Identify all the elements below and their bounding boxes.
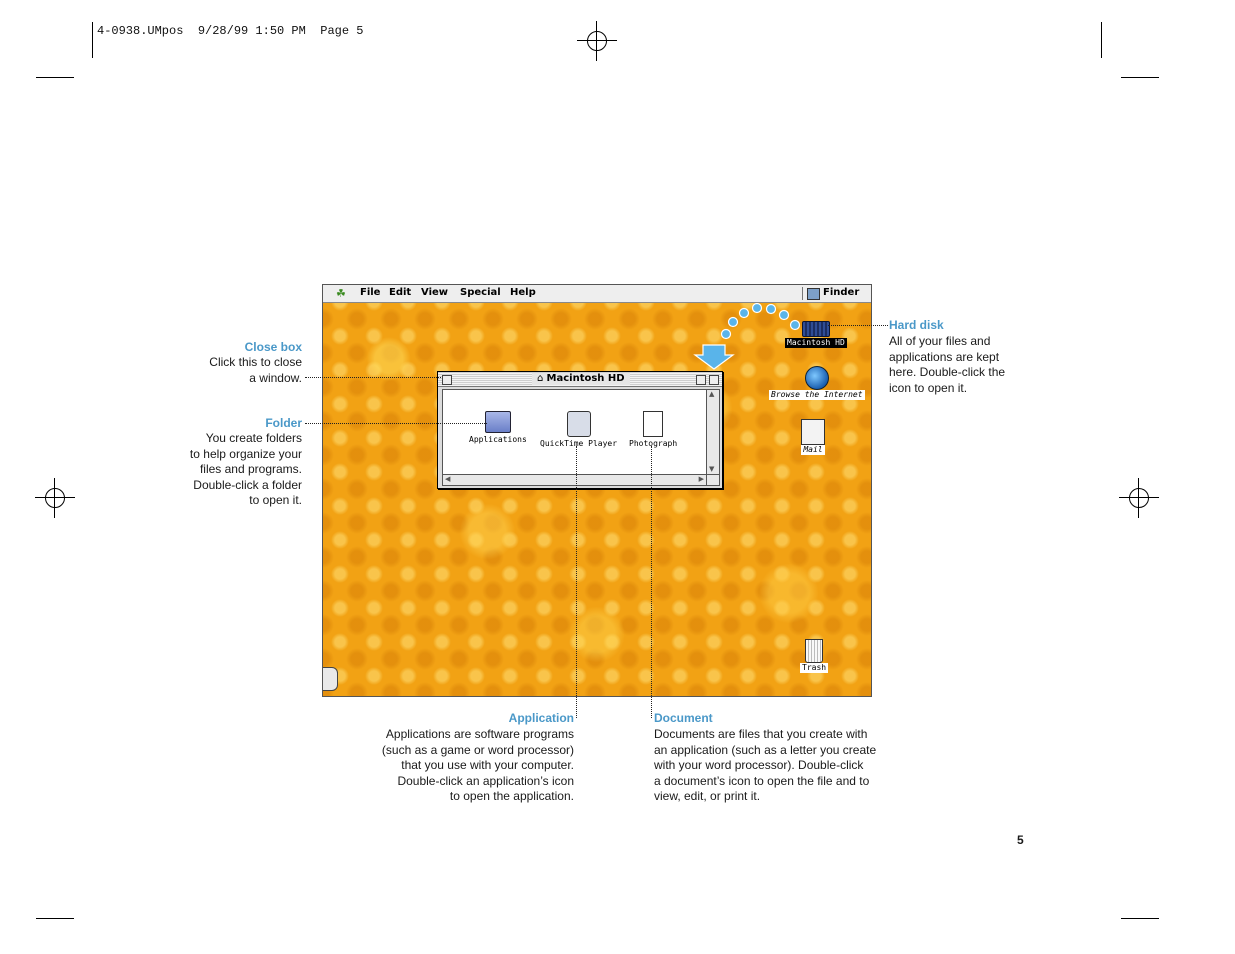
leader-line (576, 446, 577, 718)
document-icon (643, 411, 663, 437)
control-strip-tab[interactable] (323, 667, 338, 691)
application-line: to open the application. (449, 789, 574, 803)
leader-line (305, 377, 441, 378)
application-menu[interactable]: Finder (823, 287, 860, 298)
trash-label: Trash (802, 663, 827, 672)
photograph-document-icon[interactable] (629, 411, 677, 448)
desktop-screenshot (322, 284, 872, 697)
menu-separator (802, 287, 803, 300)
scroll-up-icon[interactable]: ▲ (709, 390, 715, 398)
apple-menu-icon[interactable]: ☘ (336, 287, 346, 300)
menu-bar (323, 285, 871, 303)
registration-mark (577, 21, 617, 61)
printer-slug: 4-0938.UMpos 9/28/99 1:50 PM Page 5 (97, 24, 364, 38)
folder-line: Double-click a folder (193, 477, 302, 492)
disk-small-icon: ⌂ (537, 373, 547, 384)
folder-heading: Folder (265, 416, 302, 430)
application-description (354, 727, 574, 805)
document-line: with your word processor). Double-click (654, 758, 864, 772)
application-line: Double-click an application’s icon (397, 773, 574, 788)
crop-mark (36, 918, 74, 919)
vertical-scrollbar[interactable] (706, 389, 720, 475)
close-box-description (150, 355, 302, 386)
hard-disk-line: applications are kept (889, 349, 1000, 364)
close-box-line: a window. (249, 370, 302, 385)
globe-icon (805, 366, 829, 390)
menu-view[interactable]: View (421, 287, 449, 298)
hard-disk-glyph-icon (802, 321, 830, 337)
resize-grip[interactable] (706, 474, 720, 486)
zoom-box[interactable] (696, 375, 706, 385)
menu-special[interactable]: Special (460, 287, 501, 298)
folder-line: You create folders (205, 431, 302, 445)
finder-window (437, 371, 723, 489)
horizontal-scrollbar[interactable] (442, 474, 707, 486)
document-line: view, edit, or print it. (654, 789, 761, 803)
finder-icon (807, 288, 820, 300)
close-box-line: Click this to close (209, 355, 302, 369)
quicktime-label: QuickTime Player (540, 439, 618, 448)
menu-edit[interactable]: Edit (389, 287, 412, 298)
page-number: 5 (1017, 833, 1024, 847)
hard-disk-description (889, 334, 1029, 396)
leader-line (305, 423, 487, 424)
trash-can-icon (805, 639, 823, 663)
crop-mark (92, 22, 93, 58)
hard-disk-line: here. Double-click the (889, 365, 1006, 379)
mail-icon[interactable] (801, 419, 825, 455)
scroll-left-icon[interactable]: ◀ (445, 475, 451, 483)
hard-disk-line: icon to open it. (889, 380, 968, 395)
window-title (532, 373, 630, 385)
folder-line: to open it. (249, 493, 302, 507)
window-title-bar[interactable] (438, 372, 722, 387)
document-line: an application (such as a letter you create (654, 742, 877, 757)
hard-disk-label: Macintosh HD (787, 338, 845, 347)
registration-mark (35, 478, 75, 518)
applications-folder-icon[interactable] (469, 411, 527, 444)
window-title-text: Macintosh HD (546, 373, 625, 384)
crop-mark (1121, 77, 1159, 78)
leader-line (828, 325, 888, 326)
crop-mark (36, 77, 74, 78)
document-line: a document’s icon to open the file and to (654, 773, 870, 788)
application-line: (such as a game or word processor) (381, 742, 574, 757)
folder-line: files and programs. (199, 462, 302, 476)
document-heading: Document (654, 711, 713, 725)
quicktime-icon (567, 411, 591, 437)
quicktime-player-icon[interactable] (540, 411, 617, 448)
trash-icon[interactable] (800, 639, 828, 673)
application-line: Applications are software programs (385, 727, 574, 741)
application-heading: Application (508, 711, 574, 725)
document-line: Documents are files that you create with (654, 727, 868, 741)
scroll-down-icon[interactable]: ▼ (709, 465, 715, 473)
menu-help[interactable]: Help (510, 287, 536, 298)
hard-disk-line: All of your files and (889, 334, 991, 348)
mail-glyph-icon (801, 419, 825, 445)
menu-file[interactable]: File (360, 287, 381, 298)
photograph-label: Photograph (629, 439, 678, 448)
application-line: that you use with your computer. (401, 758, 574, 772)
close-box-heading: Close box (244, 340, 302, 354)
mail-label: Mail (803, 445, 823, 454)
folder-description (150, 431, 302, 509)
crop-mark (1101, 22, 1102, 58)
applications-label: Applications (469, 435, 527, 444)
hard-disk-heading: Hard disk (889, 318, 944, 332)
document-description (654, 727, 884, 805)
collapse-box[interactable] (709, 375, 719, 385)
crop-mark (1121, 918, 1159, 919)
registration-mark (1119, 478, 1159, 518)
leader-line (651, 446, 652, 718)
folder-icon (485, 411, 511, 433)
scroll-right-icon[interactable]: ▶ (698, 475, 704, 483)
close-box[interactable] (442, 375, 452, 385)
browse-internet-label: Browse the Internet (771, 390, 863, 399)
browse-internet-icon[interactable] (769, 366, 865, 400)
window-content (442, 389, 707, 475)
folder-line: to help organize your (189, 446, 302, 461)
